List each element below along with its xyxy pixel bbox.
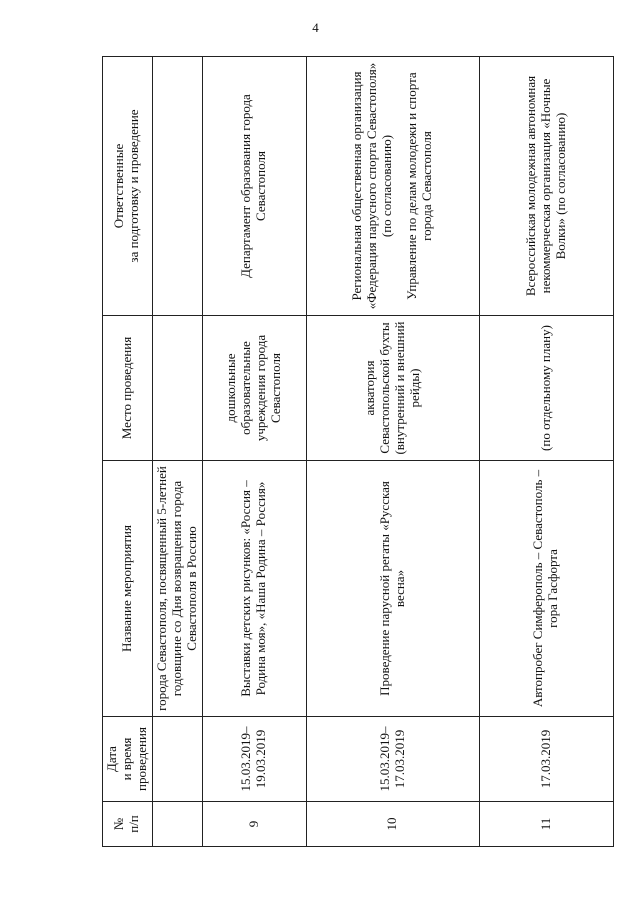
cell-place	[152, 316, 202, 461]
table-row-11	[479, 57, 613, 847]
cell-responsible: Всероссийская молодежная автономная некоммерческая организация «Ночные Волки» (по согласованию)	[479, 57, 613, 316]
cell-name: города Севастополя, посвященный 5-летней годовщине со Дня возвращения города Севастополя в Россию	[152, 461, 202, 717]
responsible-organization-1: Региональная общественная организация «Федерация парусного спорта Севастополя» (по согласованию)	[349, 62, 395, 310]
cell-responsible: Департамент образования города Севастополя	[202, 57, 306, 316]
table-row-9	[202, 57, 306, 847]
cell-name: Проведение парусной регаты «Русская весна»	[306, 461, 479, 717]
responsible-organization-2: Управление по делам молодежи и спорта города Севастополя	[404, 72, 435, 300]
cell-place: акватория Севастопольской бухты (внутренний и внешний рейды)	[306, 316, 479, 461]
header-place: Место проведения	[103, 316, 153, 461]
table-row-10	[306, 57, 479, 847]
page-number: 4	[312, 20, 319, 35]
cell-date: 15.03.2019– 19.03.2019	[202, 717, 306, 802]
cell-responsible	[152, 57, 202, 316]
header-responsible: Ответственные за подготовку и проведение	[103, 57, 153, 316]
cell-number: 11	[479, 802, 613, 847]
cell-number: 9	[202, 802, 306, 847]
table-header-row	[103, 57, 153, 847]
cell-name: Выставки детских рисунков: «Россия – Родина моя», «Наша Родина – Россия»	[202, 461, 306, 717]
cell-number	[152, 802, 202, 847]
header-number: № п/п	[103, 802, 153, 847]
cell-date: 17.03.2019	[479, 717, 613, 802]
cell-place: (по отдельному плану)	[479, 316, 613, 461]
events-table-rotated	[102, 57, 611, 847]
header-name: Название мероприятия	[103, 461, 153, 717]
header-date: Дата и время проведения	[103, 717, 153, 802]
events-table	[102, 56, 614, 847]
table-row-continuation	[152, 57, 202, 847]
cell-number: 10	[306, 802, 479, 847]
cell-date	[152, 717, 202, 802]
cell-name: Автопробег Симферополь – Севастополь – гора Гасфорта	[479, 461, 613, 717]
cell-place: дошкольные образовательные учреждения города Севастополя	[202, 316, 306, 461]
cell-date: 15.03.2019– 17.03.2019	[306, 717, 479, 802]
cell-responsible	[306, 57, 479, 316]
